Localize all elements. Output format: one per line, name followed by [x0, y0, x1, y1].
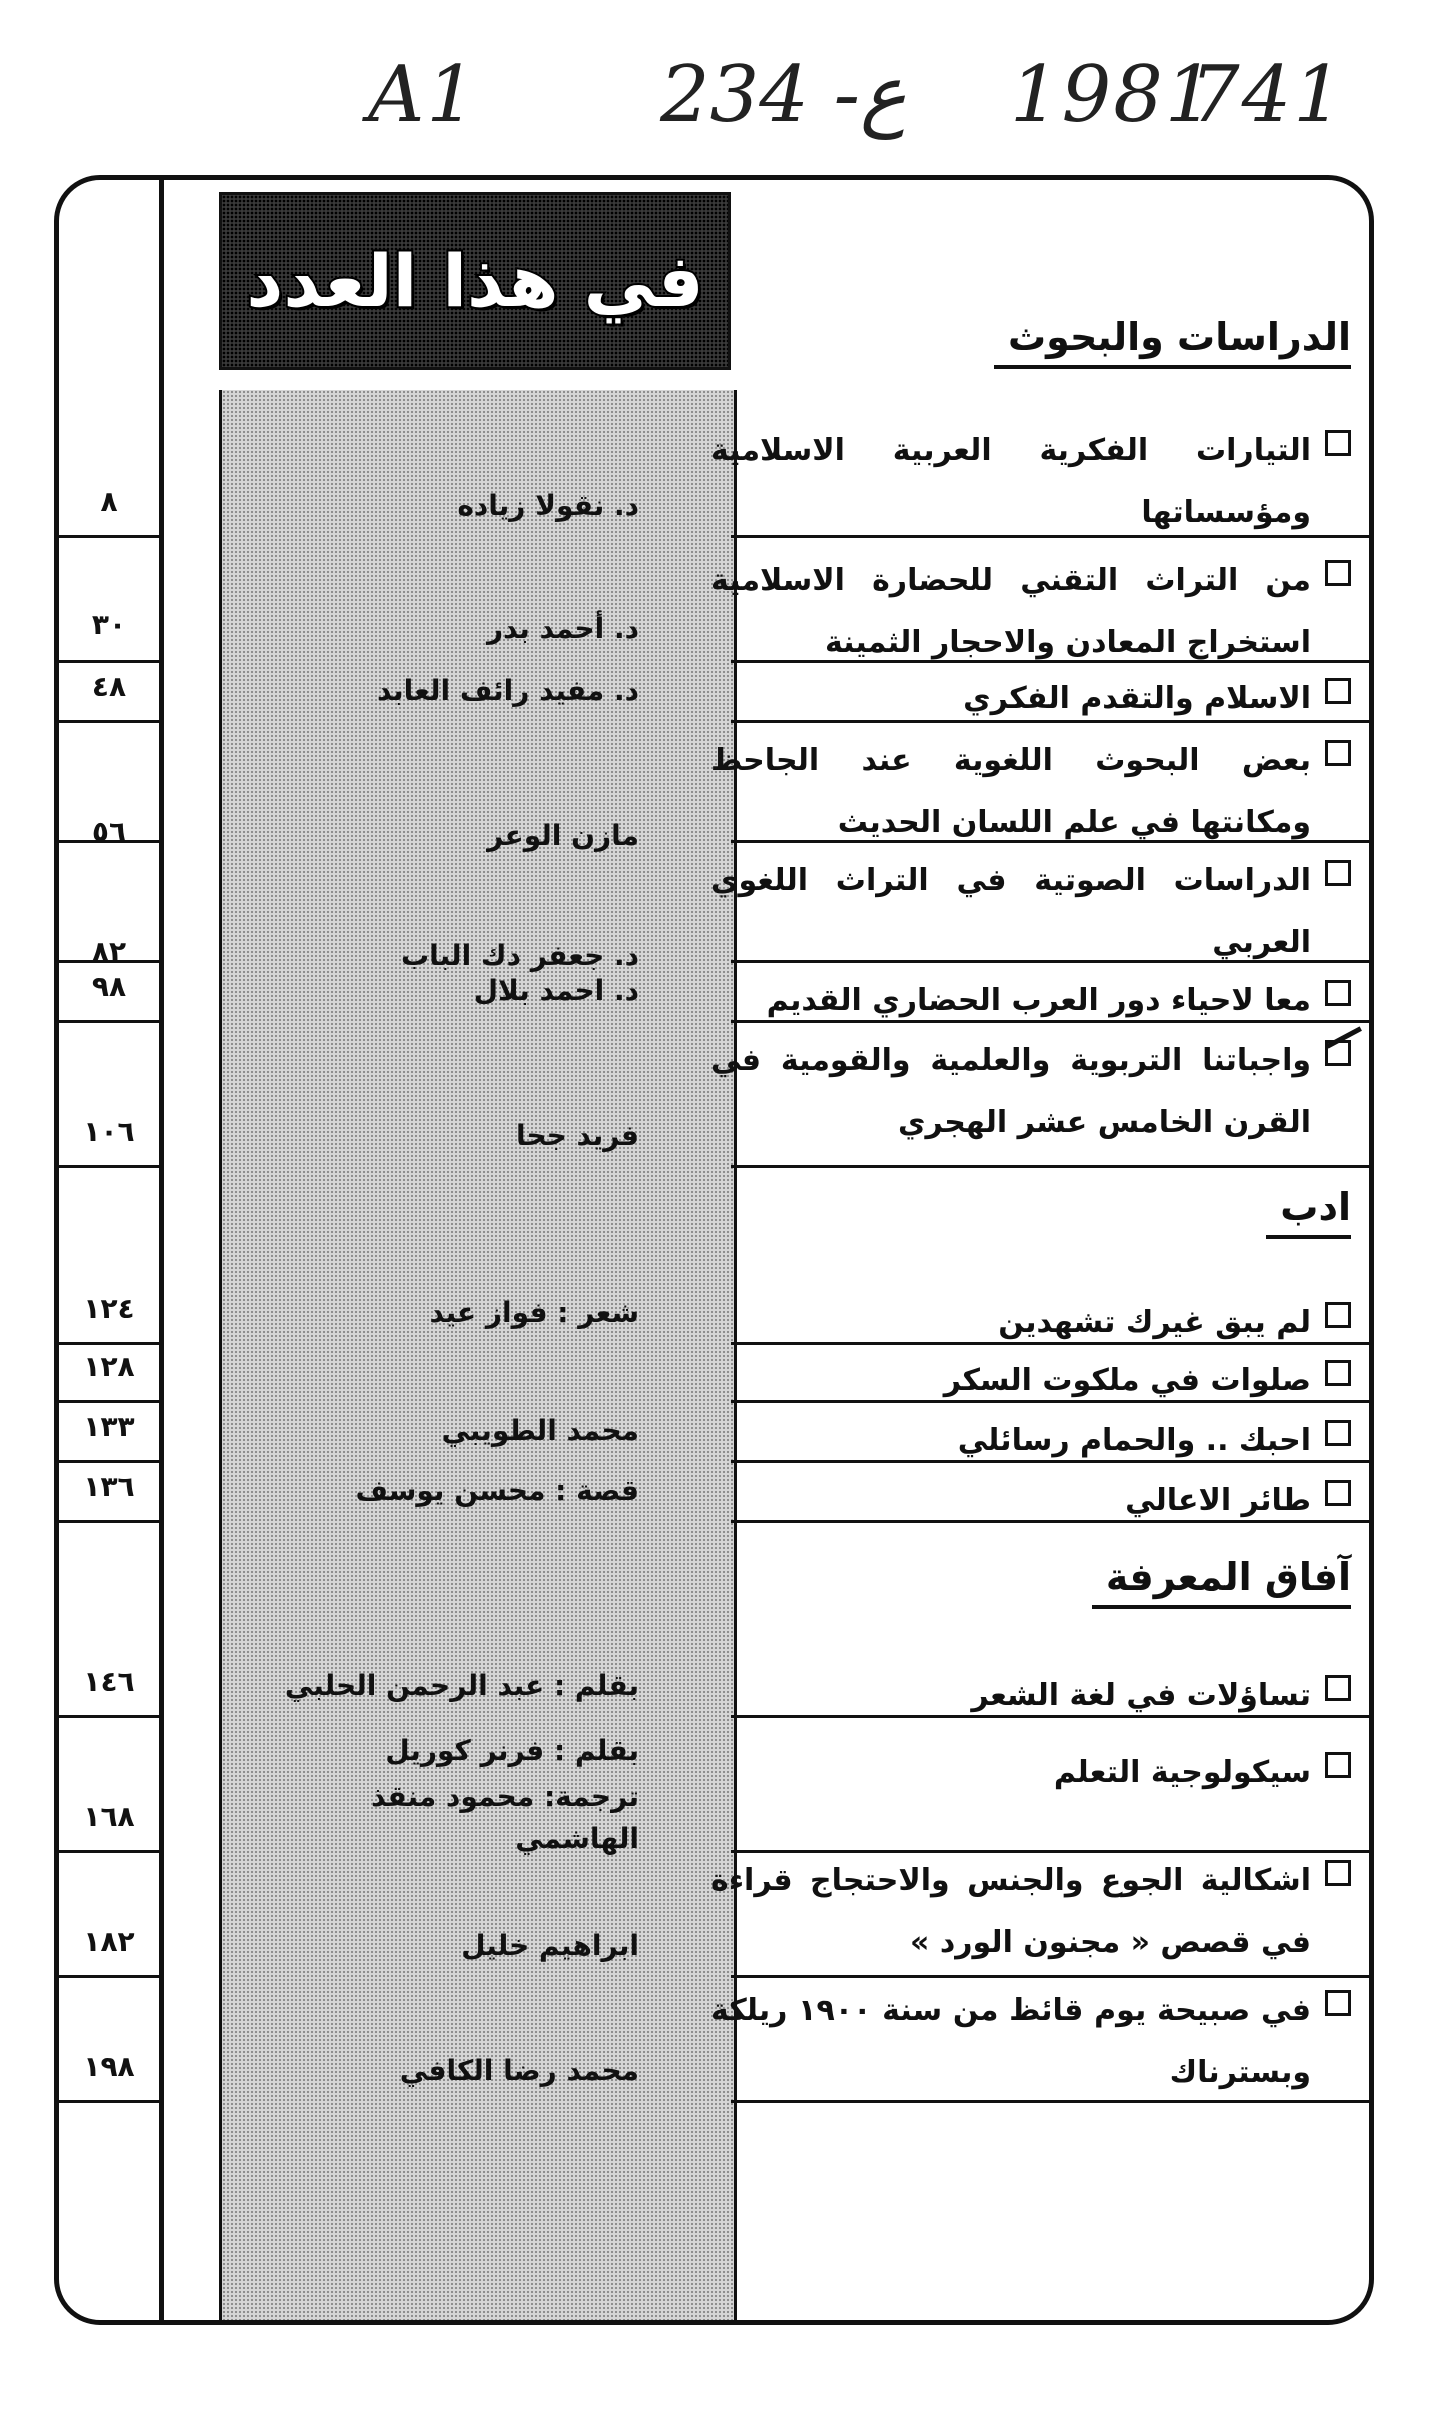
- entry-title-block: [711, 550, 1351, 674]
- entry-author: محمد الطويبي: [441, 1414, 639, 1447]
- handwritten-code-1: A1: [368, 50, 478, 140]
- page-row-rule: [59, 1850, 159, 1853]
- checkbox-square-icon: [1325, 1360, 1351, 1386]
- title-row-rule: [731, 1165, 1371, 1168]
- section-title-studies: الدراسات والبحوث: [994, 315, 1351, 369]
- title-row-rule: [731, 535, 1371, 538]
- issue-header-title: في هذا العدد: [246, 239, 704, 323]
- title-row-rule: [731, 960, 1371, 963]
- title-row-rule: [731, 1520, 1371, 1523]
- title-row-rule: [731, 1020, 1371, 1023]
- entry-title: معا لاحياء دور العرب الحضاري القديم: [766, 983, 1311, 1018]
- title-row-rule: [731, 720, 1371, 723]
- page-column-divider: [159, 180, 164, 2320]
- entry-title-block: [711, 850, 1351, 974]
- entry-title-block: [711, 1742, 1351, 1804]
- page-row-rule: [59, 1342, 159, 1345]
- page-row-rule: [59, 1520, 159, 1523]
- checkbox-square-icon: [1325, 1420, 1351, 1446]
- entry-author: د. احمد بلال: [473, 974, 639, 1007]
- entry-title: الدراسات الصوتية في التراث اللغوي العربي: [711, 863, 1311, 960]
- entry-title: من التراث التقني للحضارة الاسلامية استخراج المعادن والاحجار الثمينة: [711, 563, 1311, 660]
- entry-title: بعض البحوث اللغوية عند الجاحظ ومكانتها في علم اللسان الحديث: [711, 743, 1311, 840]
- page-row-rule: [59, 1165, 159, 1168]
- entry-title-block: [711, 1980, 1351, 2104]
- checkbox-square-icon: [1325, 1752, 1351, 1778]
- page-row-rule: [59, 1715, 159, 1718]
- entry-translator: ترجمة: محمود منقذ الهاشمي: [371, 1780, 639, 1855]
- page-row-rule: [59, 2100, 159, 2103]
- checkbox-square-icon: [1325, 740, 1351, 766]
- entry-author: ابراهيم خليل: [461, 1929, 639, 1962]
- page-row-rule: [59, 840, 159, 843]
- entry-title: التيارات الفكرية العربية الاسلامية ومؤسساتها: [711, 433, 1311, 530]
- page-row-rule: [59, 1020, 159, 1023]
- page-row-rule: [59, 960, 159, 963]
- entry-page-number: ٨: [100, 485, 118, 518]
- entry-author: بقلم : فرنر كوريل: [385, 1734, 639, 1767]
- checkbox-square-icon: [1325, 860, 1351, 886]
- entry-page-number: ١٤٦: [83, 1665, 135, 1698]
- page-row-rule: [59, 1975, 159, 1978]
- entry-page-number: ٣٠: [91, 608, 127, 641]
- entry-author: شعر : فواز عيد: [429, 1296, 639, 1329]
- handwritten-code-3: 1981: [1010, 50, 1217, 140]
- checkbox-square-icon: [1325, 1480, 1351, 1506]
- section-title-horizons: آفاق المعرفة: [1092, 1555, 1351, 1609]
- page-row-rule: [59, 535, 159, 538]
- entry-author: د. مفيد رائف العابد: [376, 674, 639, 707]
- entry-page-number: ١٩٨: [83, 2050, 135, 2083]
- page-row-rule: [59, 720, 159, 723]
- entry-title-block: [711, 1030, 1351, 1154]
- entry-title-block: [711, 1850, 1351, 1974]
- section-title-literature: ادب: [1266, 1185, 1351, 1239]
- title-row-rule: [731, 1715, 1371, 1718]
- title-row-rule: [731, 1342, 1371, 1345]
- entry-author: قصة : محسن يوسف: [355, 1474, 639, 1507]
- entry-page-number: ٩٨: [91, 970, 127, 1003]
- checkbox-square-icon: [1325, 1990, 1351, 2016]
- title-row-rule: [731, 660, 1371, 663]
- entry-title: لم يبق غيرك تشهدين: [998, 1305, 1311, 1340]
- checkbox-square-icon: [1325, 980, 1351, 1006]
- checkbox-square-icon: [1325, 678, 1351, 704]
- entry-page-number: ٤٨: [91, 670, 127, 703]
- entry-page-number: ١٣٣: [83, 1410, 135, 1443]
- entry-title-block: [711, 420, 1351, 544]
- title-row-rule: [731, 840, 1371, 843]
- entry-page-number: ١٢٤: [83, 1292, 135, 1325]
- entry-author: د. جعفر دك الباب: [400, 939, 639, 972]
- checkbox-square-icon: [1325, 1302, 1351, 1328]
- entry-title: واجباتنا التربوية والعلمية والقومية في القرن الخامس عشر الهجري: [711, 1043, 1311, 1140]
- title-row-rule: [731, 1460, 1371, 1463]
- entry-author: بقلم : عبد الرحمن الحلبي: [284, 1669, 639, 1702]
- entry-title: في صبيحة يوم قائظ من سنة ١٩٠٠ ريلكة وبسترناك: [711, 1993, 1312, 2090]
- checkbox-square-icon: [1325, 430, 1351, 456]
- entry-author: د. نقولا زياده: [457, 489, 639, 522]
- entry-title: تساؤلات في لغة الشعر: [971, 1678, 1311, 1713]
- page-row-rule: [59, 660, 159, 663]
- handwritten-code-2: 234 -ع: [660, 50, 907, 140]
- entry-page-number: ٨٢: [91, 935, 127, 968]
- entry-page-number: ١٨٢: [83, 1925, 135, 1958]
- entry-author: مازن الوعر: [487, 819, 639, 852]
- handwritten-code-4: 741: [1190, 50, 1345, 140]
- contents-frame: [54, 175, 1374, 2325]
- entry-title: سيكولوجية التعلم: [1053, 1755, 1311, 1790]
- checkbox-square-icon: [1325, 1675, 1351, 1701]
- title-row-rule: [731, 2100, 1371, 2103]
- entry-page-number: ١٠٦: [83, 1115, 135, 1148]
- entry-page-number: ١٢٨: [83, 1350, 135, 1383]
- entry-title: صلوات في ملكوت السكر: [943, 1363, 1311, 1398]
- entry-page-number: ٥٦: [91, 815, 127, 848]
- title-row-rule: [731, 1400, 1371, 1403]
- entry-title: اشكالية الجوع والجنس والاحتجاج قراءة في قصص « مجنون الورد »: [711, 1863, 1311, 1960]
- checkbox-square-icon: [1325, 1860, 1351, 1886]
- entry-title-block: [711, 730, 1351, 854]
- entry-author: د. أحمد بدر: [486, 612, 639, 645]
- entry-title: الاسلام والتقدم الفكري: [963, 681, 1311, 716]
- entry-title: طائر الاعالي: [1125, 1483, 1311, 1518]
- entry-page-number: ١٣٦: [83, 1470, 135, 1503]
- title-row-rule: [731, 1975, 1371, 1978]
- page-row-rule: [59, 1400, 159, 1403]
- page-row-rule: [59, 1460, 159, 1463]
- issue-header-box: [219, 192, 731, 370]
- entry-title: احبك .. والحمام رسائلي: [957, 1423, 1311, 1458]
- checkbox-square-icon: [1325, 560, 1351, 586]
- entry-author: محمد رضا الكافي: [399, 2054, 639, 2087]
- entry-page-number: ١٦٨: [83, 1800, 135, 1833]
- entry-author: فريد جحا: [515, 1119, 639, 1152]
